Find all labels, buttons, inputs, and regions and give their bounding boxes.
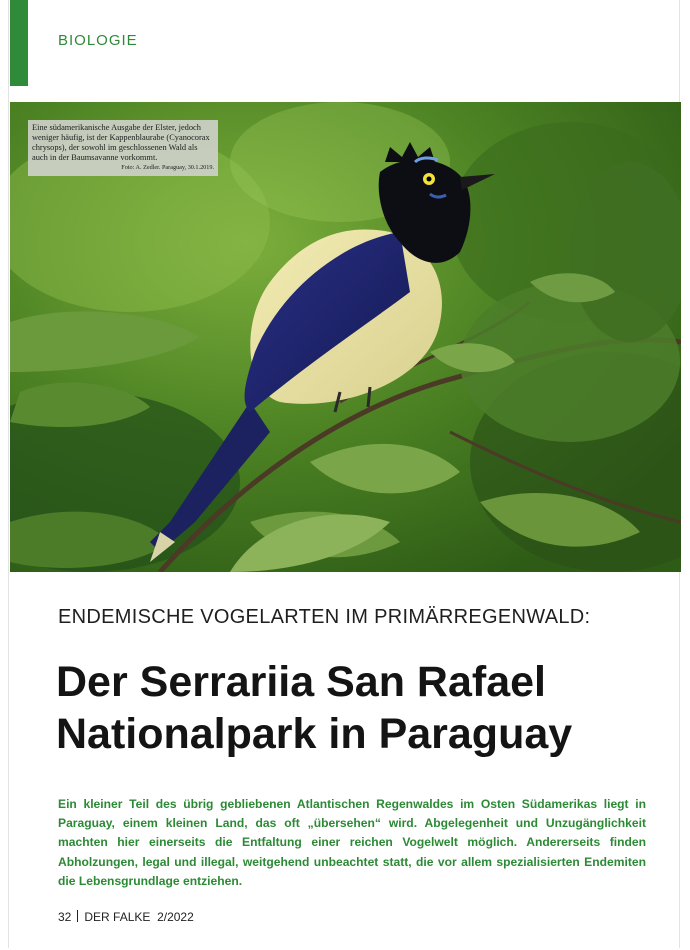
page-footer [58,910,194,924]
article-title: Der Serrariia San Rafael Nationalpark in Paraguay [56,658,573,758]
photo-credit: Foto: A. Zedler. Paraguay, 30.1.2019. [121,164,214,171]
article-lead: Ein kleiner Teil des übrig gebliebenen Atlantischen Regenwaldes im Osten Südamerikas liegt in Paraguay, einem kleinen Land, das oft „übersehen“ wird. Abgelegenheit und Unzugänglichkeit machten hier einerseits die Entfaltung einer reichen Vogelwelt möglich. Andererseits finden Abholzungen, legal und illegal, weitgehend unbeachtet statt, die vor allem spezialisierten Endemiten die Lebensgrundlage entziehen. [58,797,646,888]
caption-text: Eine südamerikanische Ausgabe der Elster, jedoch weniger häufig, ist der Kappenblaurabe (Cyanocorax chrysops), der sowohl im geschlossenen Wald als auch in der Baumsavanne vorkommt. [32,123,210,162]
issue-number: 2/2022 [157,910,194,924]
footer-separator [77,910,78,922]
photo-caption [28,120,218,176]
page-number: 32 [58,910,72,924]
section-label: BIOLOGIE [58,32,138,49]
section-color-bar [10,0,28,86]
article-kicker: ENDEMISCHE VOGELARTEN IM PRIMÄRREGENWALD: [58,606,591,628]
magazine-name: DER FALKE [84,910,151,924]
